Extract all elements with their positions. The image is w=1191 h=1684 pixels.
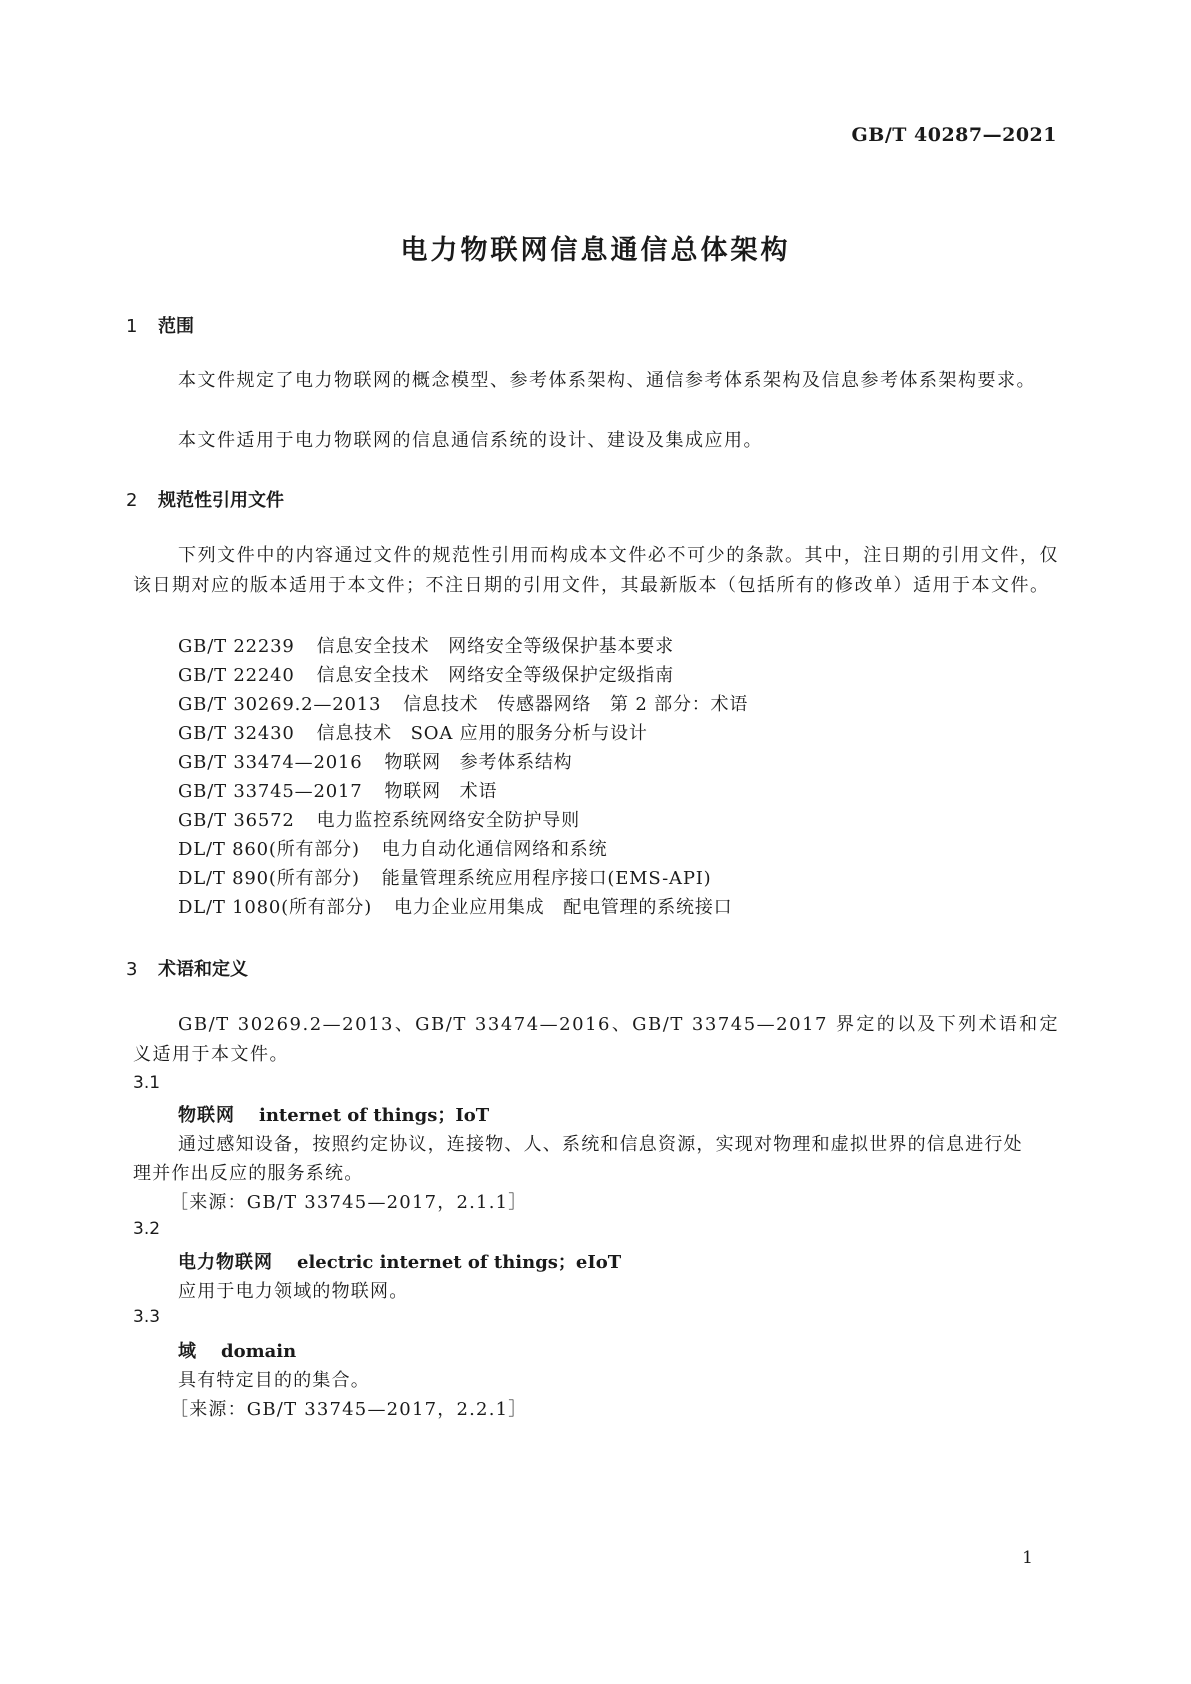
term-en: electric internet of things；eIoT [297, 1252, 622, 1273]
reference-code: GB/T 22239 [178, 636, 295, 657]
reference-item [178, 864, 712, 890]
term-definition: 应用于电力领域的物联网。 [178, 1281, 409, 1302]
term-entry [178, 1248, 621, 1274]
reference-code: DL/T 860(所有部分) [178, 839, 360, 860]
term-entry [178, 1101, 489, 1127]
standard-code: GB/T 40287—2021 [851, 124, 1057, 146]
reference-code: GB/T 33474—2016 [178, 752, 363, 773]
reference-code: GB/T 36572 [178, 810, 295, 831]
term-definition: 通过感知设备，按照约定协议，连接物、人、系统和信息资源，实现对物理和虚拟世界的信息进行处 [178, 1134, 1023, 1155]
term-zh: 电力物联网 [178, 1252, 273, 1273]
section-heading-2 [126, 486, 284, 512]
reference-title: 物联网 参考体系结构 [384, 752, 573, 773]
paragraph: 本文件适用于电力物联网的信息通信系统的设计、建设及集成应用。 [178, 430, 763, 451]
reference-item [178, 893, 732, 919]
reference-title: 电力企业应用集成 配电管理的系统接口 [394, 897, 733, 918]
term-en: domain [221, 1341, 297, 1362]
reference-code: GB/T 22240 [178, 665, 295, 686]
term-definition: 具有特定目的的集合。 [178, 1370, 370, 1391]
reference-code: DL/T 1080(所有部分) [178, 897, 373, 918]
term-en: internet of things；IoT [259, 1105, 490, 1126]
reference-code: GB/T 30269.2—2013 [178, 694, 382, 715]
clause-number: 3.1 [133, 1073, 161, 1093]
reference-title: 电力监控系统网络安全防护导则 [316, 810, 580, 831]
paragraph: GB/T 30269.2—2013、GB/T 33474—2016、GB/T 33745—2017 界定的以及下列术语和定义适用于本文件。 [133, 1014, 1059, 1065]
paragraph: 本文件规定了电力物联网的概念模型、参考体系架构、通信参考体系架构及信息参考体系架构要求。 [178, 370, 1036, 391]
reference-title: 信息安全技术 网络安全等级保护定级指南 [316, 665, 674, 686]
section-number: 3 [126, 959, 138, 980]
paragraph: 下列文件中的内容通过文件的规范性引用而构成本文件必不可少的条款。其中，注日期的引用文件，仅该日期对应的版本适用于本文件；不注日期的引用文件，其最新版本（包括所有的修改单）适用于本文件。 [133, 545, 1059, 596]
reference-title: 能量管理系统应用程序接口(EMS-API) [381, 868, 712, 889]
section-heading-3 [126, 955, 248, 981]
term-definition: 理并作出反应的服务系统。 [133, 1163, 364, 1184]
reference-title: 电力自动化通信网络和系统 [381, 839, 608, 860]
reference-title: 信息技术 传感器网络 第 2 部分：术语 [403, 694, 749, 715]
reference-title: 信息安全技术 网络安全等级保护基本要求 [316, 636, 674, 657]
section-heading-1 [126, 312, 194, 338]
term-source: ［来源：GB/T 33745—2017，2.2.1］ [170, 1399, 528, 1420]
term-zh: 物联网 [178, 1105, 235, 1126]
reference-item [178, 690, 748, 716]
reference-item [178, 661, 674, 687]
clause-number: 3.2 [133, 1219, 161, 1239]
term-source: ［来源：GB/T 33745—2017，2.1.1］ [170, 1192, 528, 1213]
reference-item [178, 835, 607, 861]
reference-code: DL/T 890(所有部分) [178, 868, 360, 889]
clause-number: 3.3 [133, 1307, 161, 1327]
page-title: 电力物联网信息通信总体架构 [400, 235, 791, 266]
reference-code: GB/T 32430 [178, 723, 295, 744]
section-title: 术语和定义 [158, 959, 248, 980]
reference-title: 物联网 术语 [384, 781, 498, 802]
reference-item [178, 777, 497, 803]
page-number: 1 [1022, 1548, 1033, 1568]
section-title: 范围 [158, 316, 194, 337]
section-title: 规范性引用文件 [158, 490, 284, 511]
reference-item [178, 719, 648, 745]
reference-code: GB/T 33745—2017 [178, 781, 363, 802]
reference-title: 信息技术 SOA 应用的服务分析与设计 [316, 723, 648, 744]
section-number: 1 [126, 316, 138, 337]
term-zh: 域 [178, 1341, 197, 1362]
term-entry [178, 1337, 296, 1363]
section-number: 2 [126, 490, 138, 511]
reference-item [178, 748, 572, 774]
reference-item [178, 806, 580, 832]
reference-item [178, 632, 674, 658]
